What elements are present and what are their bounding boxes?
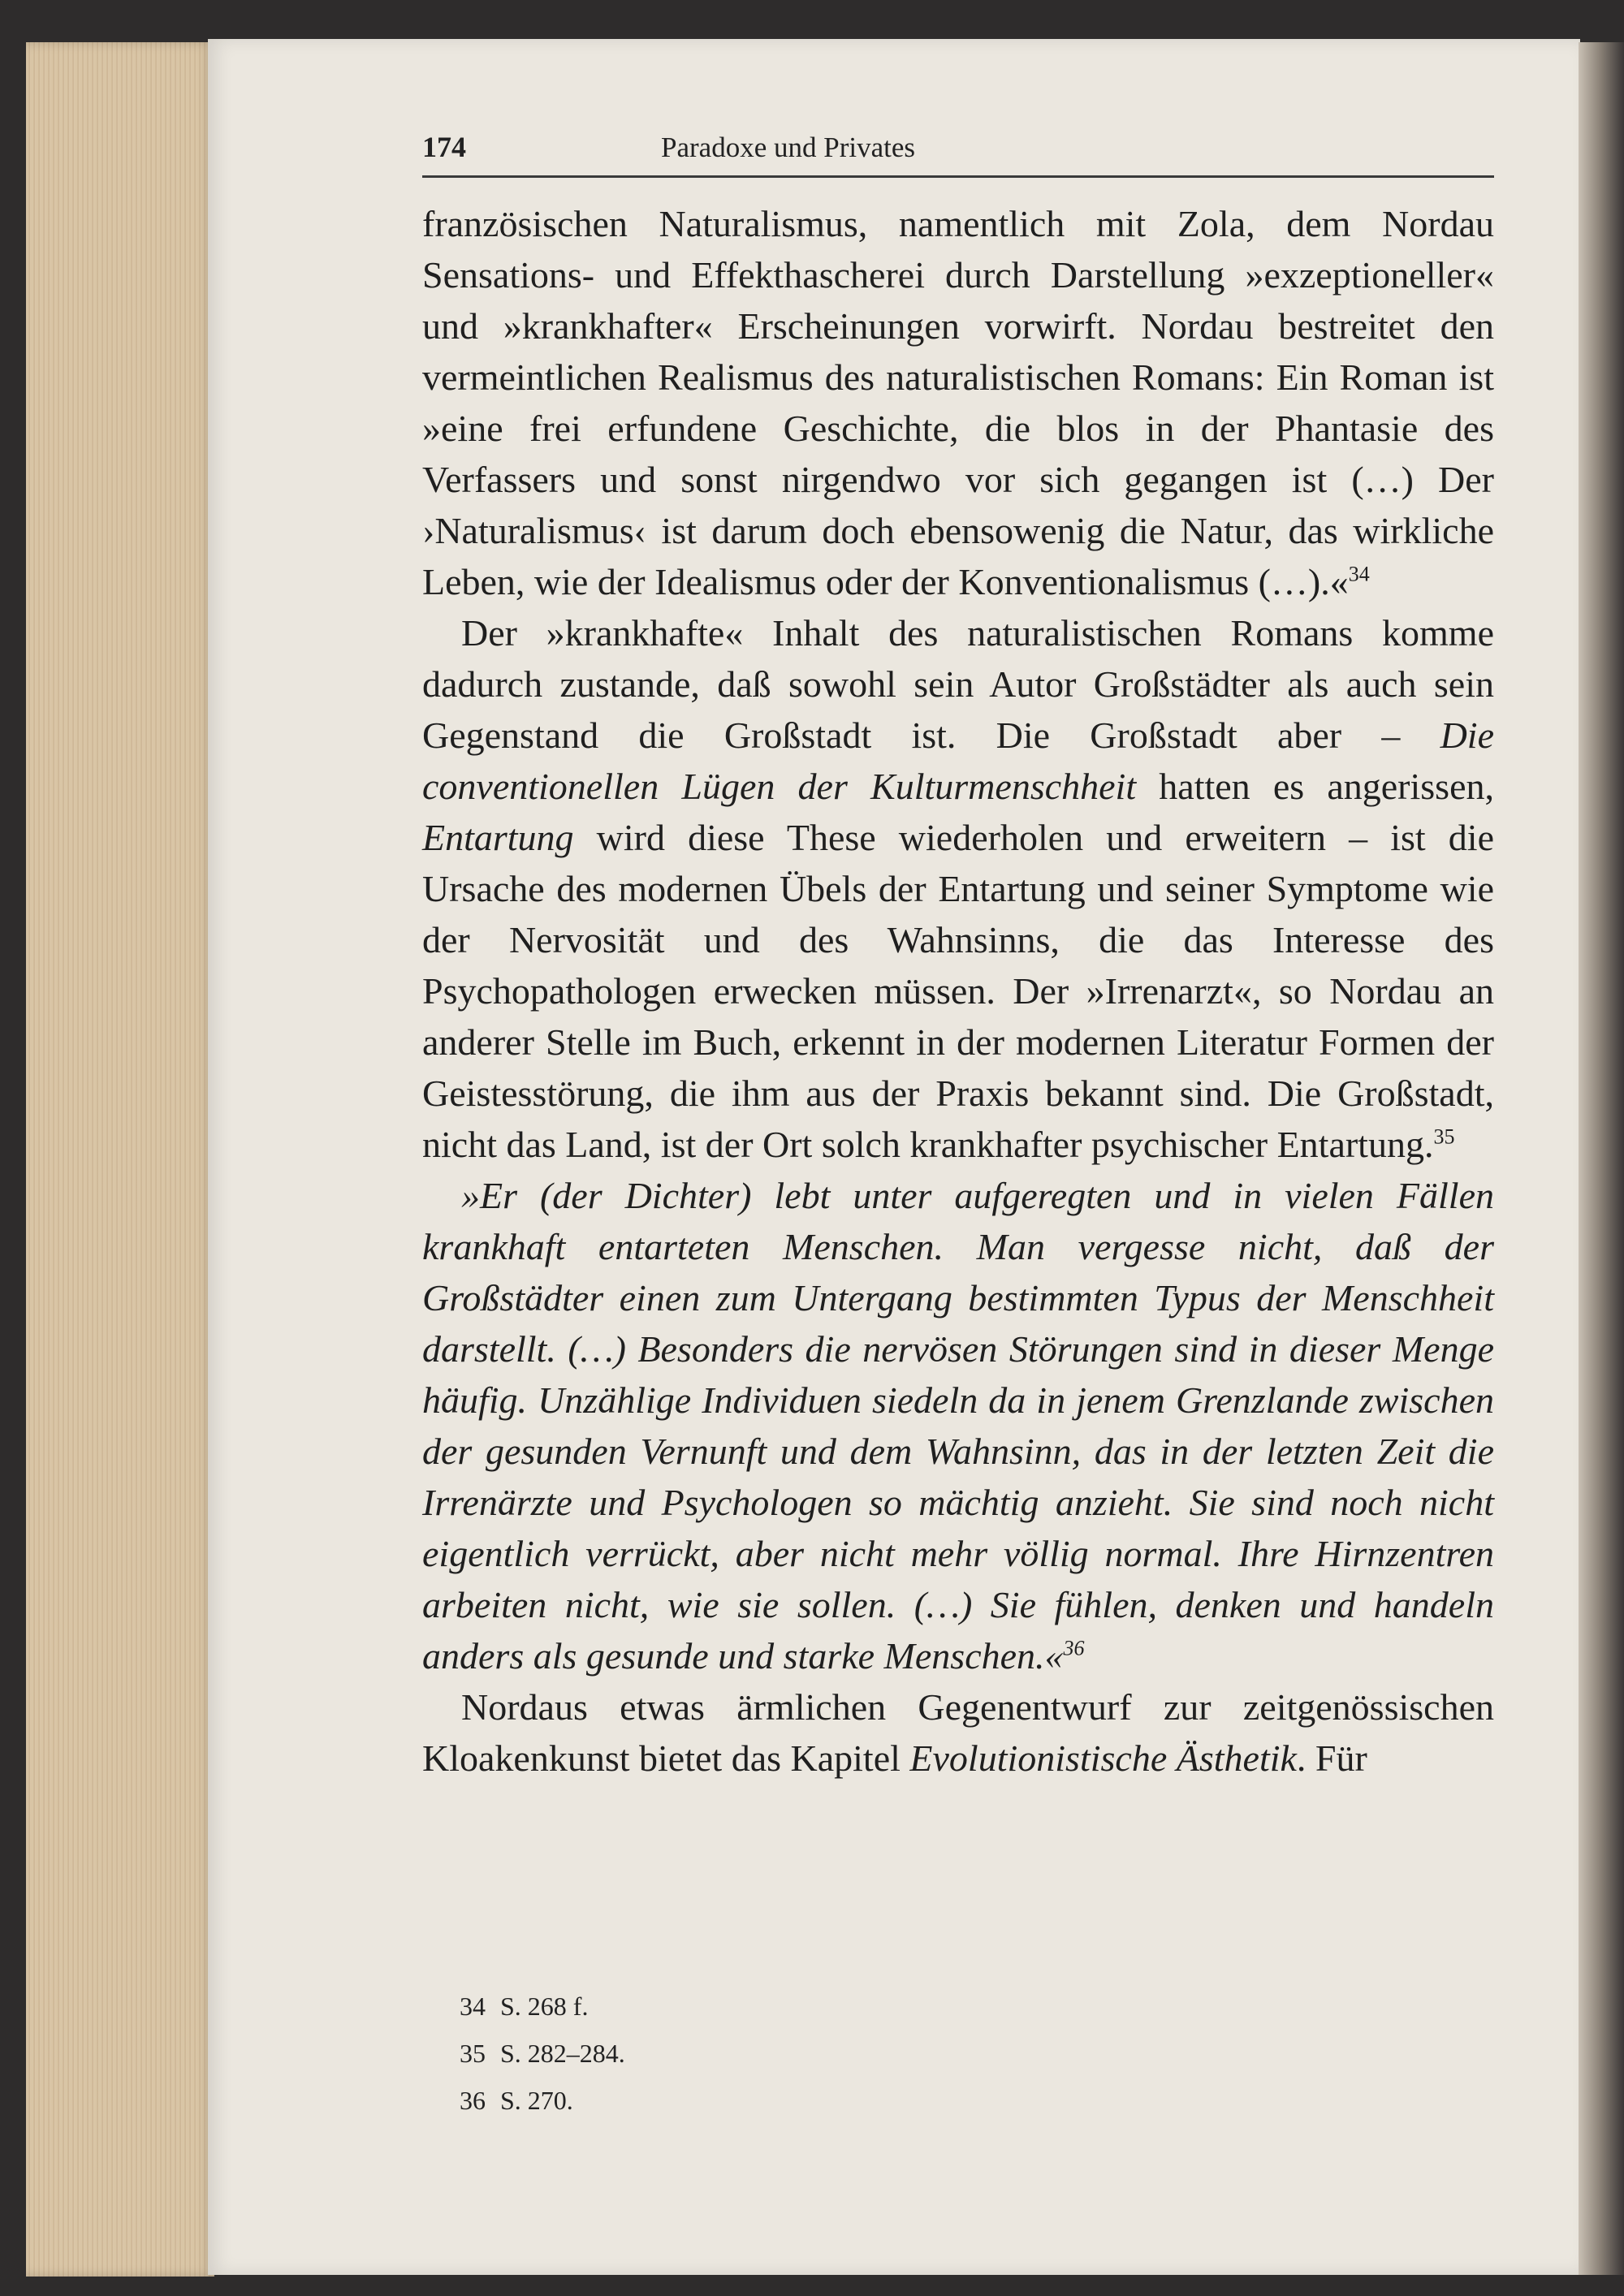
footnote-text: S. 270. bbox=[500, 2086, 573, 2115]
footnote-36 bbox=[460, 2077, 625, 2124]
footnote-ref-36: 36 bbox=[1063, 1636, 1085, 1660]
paragraph-2-text-2: hatten es angerissen, bbox=[1136, 766, 1494, 807]
footnote-text: S. 282–284. bbox=[500, 2039, 625, 2068]
book-title-luegen: Die conventionellen Lügen der Kulturmenschheit bbox=[422, 714, 1494, 807]
book-title-entartung: Entartung bbox=[422, 817, 574, 858]
paragraph-1 bbox=[422, 198, 1494, 607]
paragraph-1-text: französischen Naturalismus, namentlich mit Zola, dem Nordau Sensations- und Effekthascherei durch Darstellung »exzeptioneller« und »krankhafter« Erscheinungen vorwirft. Nordau bestreitet den vermeintlichen Realismus des naturalistischen Romans: Ein Roman ist »eine frei erfundene Geschichte, die blos in der Phantasie des Verfassers und sonst nirgendwo vor sich gegangen ist (…) Der ›Naturalismus‹ ist darum doch ebensowenig die Natur, das wirkliche Leben, wie der Idealismus oder der Konventionalismus (…).« bbox=[422, 203, 1494, 602]
binding-shadow bbox=[1579, 42, 1624, 2275]
footnotes bbox=[460, 1983, 625, 2124]
paragraph-2-text-3: wird diese These wiederholen und erweitern – ist die Ursache des modernen Übels der Entartung und seiner Symptome wie der Nervosität und des Wahnsinns, die das Interesse des Psychopathologen erwecken müssen. Der »Irrenarzt«, so Nordau an anderer Stelle im Buch, erkennt in der modernen Literatur Formen der Geistesstörung, die ihm aus der Praxis bekannt sind. Die Großstadt, nicht das Land, ist der Ort solch krankhafter psychischer Entartung. bbox=[422, 817, 1494, 1165]
footnote-ref-34: 34 bbox=[1348, 562, 1370, 586]
body-text bbox=[422, 198, 1494, 1784]
running-title: Paradoxe und Privates bbox=[661, 132, 915, 163]
paragraph-3 bbox=[422, 1681, 1494, 1784]
footnote-number: 34 bbox=[460, 1992, 486, 2021]
page-header bbox=[422, 128, 1494, 178]
paragraph-3-text-2: . Für bbox=[1296, 1737, 1367, 1779]
footnote-ref-35: 35 bbox=[1433, 1124, 1455, 1149]
footnote-35 bbox=[460, 2030, 625, 2077]
page-edges bbox=[26, 42, 214, 2277]
footnote-34 bbox=[460, 1983, 625, 2030]
paragraph-2-text-1: Der »krankhafte« Inhalt des naturalistischen Romans komme dadurch zustande, daß sowohl sein Autor Großstädter als auch sein Gegenstand die Großstadt ist. Die Großstadt aber – bbox=[422, 612, 1494, 756]
footnote-number: 35 bbox=[460, 2039, 486, 2068]
chapter-title-aesthetik: Evolutionistische Ästhetik bbox=[909, 1737, 1297, 1779]
paragraph-3-text-1: Nordaus etwas ärmlichen Gegenentwurf zur zeitgenössischen Kloakenkunst bietet das Kapitel bbox=[422, 1686, 1494, 1779]
page-number: 174 bbox=[422, 131, 466, 163]
footnote-number: 36 bbox=[460, 2086, 486, 2115]
quote-text: »Er (der Dichter) lebt unter aufgeregten und in vielen Fällen krankhaft entarteten Menschen. Man vergesse nicht, daß der Großstädter einen zum Untergang bestimmten Typus der Menschheit darstellt. (…) Besonders die nervösen Störungen sind in dieser Menge häufig. Unzählige Individuen siedeln da in jenem Grenzlande zwischen der gesunden Vernunft und dem Wahnsinn, das in der letzten Zeit die Irrenärzte und Psychologen so mächtig anzieht. Sie sind noch nicht eigentlich verrückt, aber nicht mehr völlig normal. Ihre Hirnzentren arbeiten nicht, wie sie sollen. (…) Sie fühlen, denken und handeln anders als gesunde und starke Menschen.« bbox=[422, 1175, 1494, 1677]
footnote-text: S. 268 f. bbox=[500, 1992, 589, 2021]
paragraph-2 bbox=[422, 607, 1494, 1170]
block-quote bbox=[422, 1170, 1494, 1681]
